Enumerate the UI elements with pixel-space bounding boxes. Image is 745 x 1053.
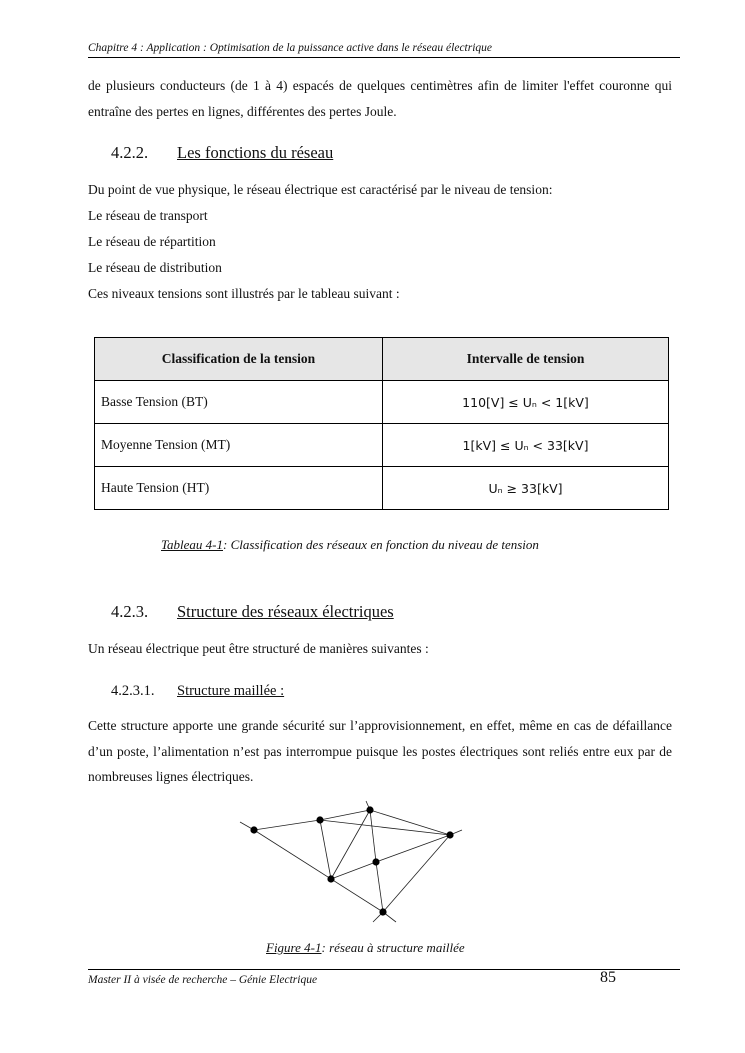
- page-number: 85: [600, 969, 616, 986]
- page-footer: Master II à visée de recherche – Génie Electrique: [88, 974, 318, 986]
- body-line: Un réseau électrique peut être structuré de manières suivantes :: [88, 641, 429, 656]
- meshed-network-diagram: [230, 800, 480, 925]
- section-title: Les fonctions du réseau: [177, 143, 334, 162]
- interval-cell: 1[kV] ≤ Uₙ < 33[kV]: [383, 424, 669, 467]
- network-node: [379, 908, 386, 915]
- network-node: [372, 858, 379, 865]
- network-line: [331, 862, 376, 879]
- network-line: [331, 810, 370, 879]
- network-line: [376, 835, 450, 862]
- network-line: [376, 862, 383, 912]
- network-line: [320, 810, 370, 820]
- interval-cell: Uₙ ≥ 33[kV]: [383, 467, 669, 510]
- figure-caption: [266, 940, 465, 956]
- classification-cell: Moyenne Tension (MT): [95, 424, 383, 467]
- network-line: [370, 810, 376, 862]
- table-header-cell: Classification de la tension: [95, 338, 383, 381]
- table-row: [95, 424, 669, 467]
- network-line: [320, 820, 331, 879]
- network-node: [316, 816, 323, 823]
- network-node: [327, 875, 334, 882]
- table-caption: [161, 537, 539, 553]
- table-row: [95, 467, 669, 510]
- voltage-classification-table: [94, 337, 669, 510]
- footer-divider: [88, 969, 680, 970]
- body-line: Du point de vue physique, le réseau électrique est caractérisé par le niveau de tension:: [88, 182, 553, 197]
- body-line: Le réseau de distribution: [88, 260, 222, 275]
- intro-paragraph: de plusieurs conducteurs (de 1 à 4) espacés de quelques centimètres afin de limiter l'effet couronne qui entraîne des pertes en lignes, différentes des pertes Joule.: [88, 78, 672, 119]
- body-line: Le réseau de répartition: [88, 234, 216, 249]
- section-title: Structure des réseaux électriques: [177, 602, 394, 621]
- network-line: [383, 835, 450, 912]
- table-caption-ref: Tableau 4-1: [161, 537, 223, 552]
- network-line: [370, 810, 450, 835]
- table-header-cell: Intervalle de tension: [383, 338, 669, 381]
- page-header: Chapitre 4 : Application : Optimisation de la puissance active dans le réseau électrique: [88, 42, 680, 58]
- classification-cell: Basse Tension (BT): [95, 381, 383, 424]
- body-line: Le réseau de transport: [88, 208, 208, 223]
- network-node: [446, 831, 453, 838]
- table-row: [95, 381, 669, 424]
- network-node: [250, 826, 257, 833]
- body-line: Ces niveaux tensions sont illustrés par le tableau suivant :: [88, 286, 400, 301]
- section-number: 4.2.3.: [111, 602, 149, 621]
- interval-cell: 110[V] ≤ Uₙ < 1[kV]: [383, 381, 669, 424]
- network-line: [254, 820, 320, 830]
- subsection-number: 4.2.3.1.: [111, 683, 155, 699]
- network-line: [320, 820, 450, 835]
- table-header-row: [95, 338, 669, 381]
- figure-caption-ref: Figure 4-1: [266, 940, 322, 955]
- subsection-title: Structure maillée :: [177, 683, 285, 699]
- classification-cell: Haute Tension (HT): [95, 467, 383, 510]
- figure-caption-text: : réseau à structure maillée: [321, 940, 465, 955]
- network-node: [366, 806, 373, 813]
- body-paragraph: Cette structure apporte une grande sécurité sur l’approvisionnement, en effet, même en cas de défaillance d’un poste, l’alimentation n’est pas interrompue puisque les postes électriques sont reliés entre eux par de nombreuses lignes électriques.: [88, 718, 672, 784]
- network-line: [254, 830, 383, 912]
- section-number: 4.2.2.: [111, 143, 149, 162]
- table-caption-text: : Classification des réseaux en fonction du niveau de tension: [223, 537, 539, 552]
